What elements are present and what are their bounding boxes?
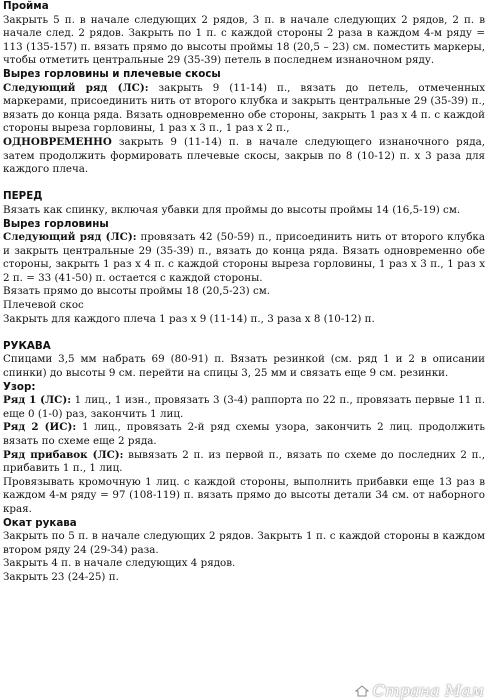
paragraph <box>3 571 485 585</box>
section-heading: Окат рукава <box>3 516 77 529</box>
paragraph <box>3 136 485 177</box>
paragraph-text: 1 лиц., провязать 2-й ряд схемы узора, закончить 2 лиц. продолжить вязать по схеме еще 2 ряда. <box>3 421 485 447</box>
watermark-text: Страна Мам <box>372 681 484 700</box>
paragraph-text: 1 лиц., 1 изн., провязать 3 (3-4) раппорта по 22 п., провязать первые 11 п. еще 0 (1-0) раз, закончить 1 лиц. <box>3 394 485 420</box>
paragraph-text: Вязать как спинку, включая убавки для проймы до высоты проймы 14 (16,5-19) см. <box>3 203 461 216</box>
section-heading: ПЕРЕД <box>3 190 43 203</box>
paragraph-text: закрыть 9 (11-14) п., вязать до петель, отмеченных маркерами, присоединить нить от второго клубка и закрыть центральные 29 (35-39) п., вязать до конца ряда. Вязать одновременно обе стороны, закрыть 1 раз х 4 п. с каждой стороны выреза горловины, 1 раз х 3 п., 1 раз х 2 п., <box>3 81 485 135</box>
paragraph <box>3 394 485 421</box>
paragraph-text: Закрыть для каждого плеча 1 раз х 9 (11-14) п., 3 раза х 8 (10-12) п. <box>3 312 375 325</box>
paragraph <box>3 313 485 327</box>
paragraph-text: Закрыть 23 (24-25) п. <box>3 570 119 583</box>
paragraph <box>3 231 485 285</box>
paragraph-lead: Ряд 2 (ИС): <box>3 421 77 434</box>
section-heading: Вырез горловины и плечевые скосы <box>3 67 221 80</box>
paragraph-text: провязать 42 (50-59) п., присоединить нить от второго клубка и закрыть центральные 29 (35-39) п., вязать до конца ряда. Вязать одновременно обе стороны, закрыть 1 раз х 4 п. с каждой стороны выреза горловины, 1 раз х 3 п., 1 раз х 2 п. = 33 (41-50) п. остается с каждой стороны. <box>3 231 485 284</box>
paragraph <box>3 476 485 517</box>
paragraph <box>3 530 485 557</box>
paragraph <box>3 285 485 299</box>
paragraph-text: Вязать прямо до высоты проймы 18 (20,5-23) см. <box>3 285 270 298</box>
paragraph-lead: ОДНОВРЕМЕННО <box>3 135 112 148</box>
paragraph-text: вывязать 2 п. из первой п., вязать по схеме до последних 2 п., прибавить 1 п., 1 лиц. <box>3 448 485 475</box>
paragraph <box>3 82 485 136</box>
paragraph-text: Провязывать кромочную 1 лиц. с каждой стороны, выполнить прибавки еще 13 раз в каждом 4-м ряду = 97 (108-119) п. вязать прямо до высоты детали 34 см. от наборного края. <box>3 475 485 515</box>
paragraph-text: Спицами 3,5 мм набрать 69 (80-91) п. Вязать резинкой (см. ряд 1 и 2 в описании спинки) до высоты 9 см. перейти на спицы 3, 25 мм и связать еще 9 см. резинки. <box>3 353 485 380</box>
paragraph-lead: Ряд прибавок (ЛС): <box>3 448 124 461</box>
paragraph-text: Плечевой скос <box>3 299 84 312</box>
paragraph-text: Закрыть 5 п. в начале следующих 2 рядов, 3 п. в начале следующих 2 рядов, 2 п. в начале след. 2 рядов. Закрыть по 1 п. с каждой стороны 2 раза в каждом 4-м ряду = 113 (135-157) п. вязать прямо до высоты проймы 18 (20,5 – 23) см. поместить маркеры, чтобы отметить центральные 29 (35-39) петель в последнем изнаночном ряду. <box>3 13 485 67</box>
paragraph <box>3 557 485 571</box>
paragraph-text: закрыть 9 (11-14) п. в начале следующего изнаночного ряда, затем продолжить формировать плечевые скосы, закрыв по 8 (10-12) п. х 3 раза для каждого плеча. <box>3 135 485 176</box>
paragraph <box>3 14 485 68</box>
section-heading: Узор: <box>3 380 36 393</box>
section-heading: Пройма <box>3 0 49 12</box>
paragraph <box>3 299 485 313</box>
paragraph <box>3 421 485 448</box>
blank-line <box>3 326 485 340</box>
watermark <box>355 681 484 700</box>
section-heading: РУКАВА <box>3 339 51 352</box>
paragraph-text: Закрыть по 5 п. в начале следующих 2 рядов. Закрыть 1 п. с каждой стороны в каждом втором ряду 24 (29-34) раза. <box>3 530 485 556</box>
paragraph-lead: Ряд 1 (ЛС): <box>3 394 72 407</box>
blank-line <box>3 177 485 191</box>
paragraph <box>3 353 485 380</box>
paragraph-text: Закрыть 4 п. в начале следующих 4 рядов. <box>3 557 236 570</box>
paragraph-lead: Следующий ряд (ЛС): <box>3 231 137 244</box>
house-icon <box>355 685 369 697</box>
paragraph <box>3 449 485 476</box>
paragraph-lead: Следующий ряд (ЛС): <box>3 81 149 94</box>
paragraph <box>3 204 485 218</box>
section-heading: Вырез горловины <box>3 217 109 230</box>
